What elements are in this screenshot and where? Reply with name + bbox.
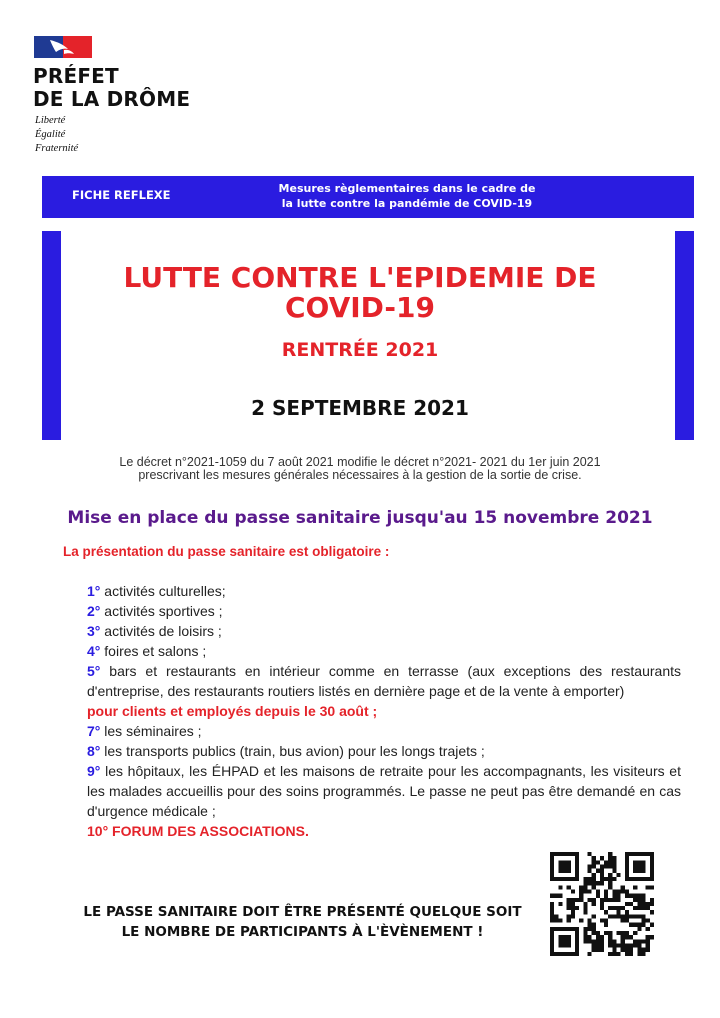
fiche-reflexe-label: FICHE REFLEXE	[72, 188, 171, 202]
section-title: Mise en place du passe sanitaire jusqu'au 15 novembre 2021	[67, 508, 653, 528]
motto-egalite: Égalité	[35, 129, 66, 140]
republic-motto	[35, 114, 78, 156]
document-date: 2 SEPTEMBRE 2021	[251, 396, 469, 420]
band-description	[242, 181, 572, 211]
list-item	[87, 721, 681, 741]
list-item	[87, 601, 681, 621]
item-text: activités culturelles;	[100, 583, 226, 599]
qr-code-icon[interactable]	[550, 852, 654, 956]
prefect-line-1: PRÉFET	[33, 64, 119, 88]
motto-liberte: Liberté	[35, 115, 66, 126]
item-text: foires et salons ;	[100, 643, 207, 659]
right-accent-bar	[675, 231, 694, 440]
list-item	[87, 621, 681, 641]
prefecture-name	[33, 65, 190, 111]
footer-line-1: LE PASSE SANITAIRE DOIT ÊTRE PRÉSENTÉ QUELQUE SOIT	[83, 904, 522, 920]
footer-notice	[70, 902, 535, 942]
item-number: 5°	[87, 663, 101, 679]
item-number: 2°	[87, 603, 101, 619]
list-item-note	[87, 701, 681, 721]
item-text: activités de loisirs ;	[100, 623, 222, 639]
list-item	[87, 741, 681, 761]
item-text: les séminaires ;	[100, 723, 202, 739]
title-line-1: LUTTE CONTRE L'EPIDEMIE DE	[123, 261, 597, 294]
item-number: 10°	[87, 823, 109, 839]
item-number: 8°	[87, 743, 101, 759]
mandatory-statement: La présentation du passe sanitaire est obligatoire :	[63, 544, 390, 559]
footer-line-2: LE NOMBRE DE PARTICIPANTS À L'ÈVÈNEMENT !	[121, 924, 484, 940]
list-item	[87, 661, 681, 701]
list-item	[87, 821, 681, 841]
band-line-2: la lutte contre la pandémie de COVID-19	[281, 197, 533, 210]
item-text: activités sportives ;	[100, 603, 223, 619]
item-number: 7°	[87, 723, 101, 739]
item-text: les transports publics (train, bus avion) pour les longs trajets ;	[100, 743, 485, 759]
list-item	[87, 761, 681, 821]
title-line-2: COVID-19	[284, 291, 436, 324]
main-title	[80, 263, 640, 323]
item-text: bars et restaurants en intérieur comme en terrasse (aux exceptions des restaurants d'entreprise, des restaurants routiers listés en dernière page et de la vente à emporter)	[87, 663, 681, 699]
marianne-flag-logo	[34, 36, 92, 58]
activity-list	[87, 581, 681, 841]
item-text: FORUM DES ASSOCIATIONS.	[108, 823, 309, 839]
band-line-1: Mesures règlementaires dans le cadre de	[278, 182, 536, 195]
motto-fraternite: Fraternité	[35, 143, 79, 154]
item-number: 9°	[87, 763, 101, 779]
list-item	[87, 641, 681, 661]
item-number: 3°	[87, 623, 101, 639]
item-number: 4°	[87, 643, 101, 659]
left-accent-bar	[42, 231, 61, 440]
decree-line-1: Le décret n°2021-1059 du 7 août 2021 modifie le décret n°2021- 2021 du 1er juin 2021	[119, 455, 601, 469]
list-item	[87, 581, 681, 601]
item-text: les hôpitaux, les ÉHPAD et les maisons de retraite pour les accompagnants, les visiteurs et les malades accueillis pour des soins programmés. Le passe ne peut pas être demandé en cas d'urgence médicale ;	[87, 763, 681, 819]
header-band	[42, 176, 694, 218]
decree-line-2: prescrivant les mesures générales nécessaires à la gestion de la sortie de crise.	[138, 468, 582, 482]
decree-text	[60, 456, 660, 482]
prefect-line-2: DE LA DRÔME	[33, 87, 191, 111]
item-note: pour clients et employés depuis le 30 août ;	[87, 703, 378, 719]
subtitle: RENTRÉE 2021	[281, 339, 439, 361]
item-number: 1°	[87, 583, 101, 599]
